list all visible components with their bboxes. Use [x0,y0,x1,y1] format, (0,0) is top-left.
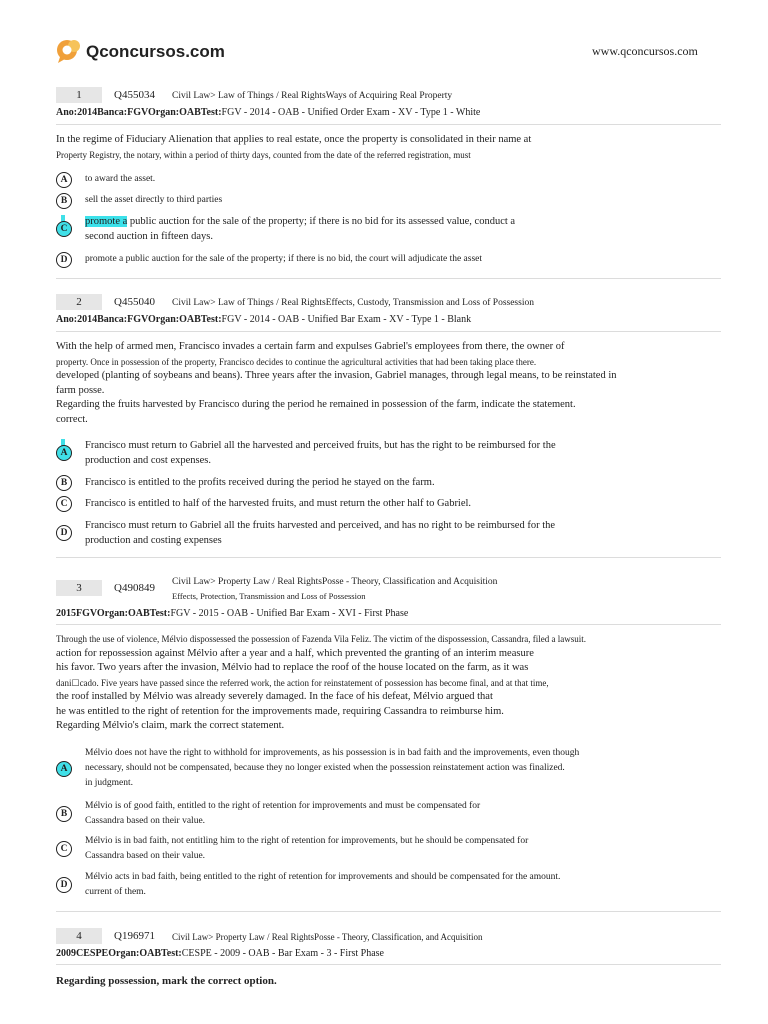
divider [56,557,721,558]
question-id[interactable]: Q490849 [114,582,155,594]
divider [56,278,721,279]
option-text: Mélvio is in bad faith, not entitling him to the right of retention for improvements, but he should be compensated for Cassandra based on their value. [85,836,529,861]
page-header [0,0,768,72]
question-meta: Ano:2014Banca:FGVOrgan:OABTest:FGV - 2014 - OAB - Unified Bar Exam - XV - Type 1 - Blank [56,314,472,325]
question-statement: Regarding possession, mark the correct option. [56,975,277,987]
option-a[interactable] [56,440,696,477]
option-letter-circle[interactable]: D [56,252,72,268]
option-text: to award the asset. [85,174,156,184]
question-id[interactable]: Q196971 [114,930,155,942]
question-meta: 2009CESPEOrgan:OABTest:CESPE - 2009 - OAB - Bar Exam - 3 - First Phase [56,948,384,959]
site-url[interactable]: www.qconcursos.com [592,44,698,58]
question-statement: Through the use of violence, Mélvio dispossessed the possession of Fazenda Vila Feliz. The victim of the dispossession, Cassandra, filed a lawsuit. action for repossession against Mélvio after a year and a half, which prevented the granting of an interim measure his favor. Two years after the invasion, Mélvio had to replace the roof of the house located on the farm, as it was dani☐cado. Five years have passed since the referred work, the action for reinstatement of possession has become final, and at that time, the roof installed by Mélvio was already severely damaged. In the face of his defeat, Mélvio argued that he was entitled to the right of retention for the improvements made, requiring Cassandra to reimburse him. Regarding Mélvio's claim, mark the correct statement. [56,634,587,731]
question-subject: Civil Law> Property Law / Real RightsPosse - Theory, Classification, and Acquisition [172,932,483,942]
question-meta: 2015FGVOrgan:OABTest:FGV - 2015 - OAB - Unified Bar Exam - XVI - First Phase [56,608,409,619]
question-header [56,294,721,330]
option-a[interactable] [56,748,696,803]
option-text: Mélvio does not have the right to withhold for improvements, as his possession is in bad faith and the improvements, even though necessary, should not be compensated, because they no longer existed when the possession reinstatement action was finalized. in judgment. [85,748,580,788]
option-c[interactable] [56,216,696,253]
option-letter-circle[interactable]: B [56,193,72,209]
option-d[interactable] [56,872,696,909]
option-letter-circle[interactable]: D [56,877,72,893]
option-letter-circle[interactable]: C [56,221,72,237]
option-letter-circle[interactable]: C [56,841,72,857]
question-header [56,575,721,621]
option-letter-circle[interactable]: A [56,761,72,777]
option-text: sell the asset directly to third parties [85,195,223,205]
option-letter-circle[interactable]: B [56,806,72,822]
option-d[interactable] [56,520,696,557]
brand-name[interactable]: Qconcursos.com [86,42,225,61]
speech-bubble-logo-icon [56,38,82,64]
question-id[interactable]: Q455034 [114,89,155,101]
question-statement: With the help of armed men, Francisco invades a certain farm and expulses Gabriel's employees from there, the owner of property. Once in possession of the property, Francisco decides to continue the agricultural activities that had been taking place there. developed (planting of soybeans and beans). Three years after the invasion, Gabriel manages, through legal means, to be reinstated in farm posse. Regarding the fruits harvested by Francisco during the period he remained in possession of the farm, indicate the statement. correct. [56,341,617,425]
option-letter-circle[interactable]: A [56,445,72,461]
question-subject: Civil Law> Law of Things / Real RightsWays of Acquiring Real Property [172,91,453,101]
question-meta: Ano:2014Banca:FGVOrgan:OABTest:FGV - 2014 - OAB - Unified Order Exam - XV - Type 1 - White [56,107,481,118]
divider [56,331,721,332]
option-text: Francisco is entitled to half of the harvested fruits, and must return the other half to Gabriel. [85,498,472,509]
question-subject: Civil Law> Property Law / Real RightsPosse - Theory, Classification and Acquisition Effects, Protection, Transmission and Loss of Possession [172,577,498,601]
question-subject: Civil Law> Law of Things / Real RightsEffects, Custody, Transmission and Loss of Possession [172,298,534,308]
option-letter-circle[interactable]: C [56,496,72,512]
question-id[interactable]: Q455040 [114,296,155,308]
option-text: Francisco must return to Gabriel all the harvested and perceived fruits, but has the right to be reimbursed for the production and cost expenses. [85,440,556,466]
divider [56,624,721,625]
question-number: 4 [56,928,102,944]
option-letter-circle[interactable]: D [56,525,72,541]
question-number: 1 [56,87,102,103]
option-letter-circle[interactable]: B [56,475,72,491]
option-text: promote a public auction for the sale of the property; if there is no bid for its assessed value, conduct a second auction in fifteen days. [85,216,516,242]
question-header [56,928,721,964]
option-text: Mélvio is of good faith, entitled to the right of retention for improvements and must be compensated for Cassandra based on their value. [85,801,481,826]
option-text: Francisco is entitled to the profits received during the period he stayed on the farm. [85,477,435,488]
option-text: Francisco must return to Gabriel all the fruits harvested and perceived, and has no right to be reimbursed for the production and costing expenses [85,520,556,546]
divider [56,124,721,125]
divider [56,964,721,965]
question-statement: In the regime of Fiduciary Alienation that applies to real estate, once the property is consolidated in their name at Property Registry, the notary, within a period of thirty days, counted from the date of the referred registration, must [56,134,532,160]
option-c[interactable] [56,836,696,873]
option-text: promote a public auction for the sale of the property; if there is no bid, the court will adjudicate the asset [85,254,483,264]
highlighted-text: promote a [85,216,128,227]
divider [56,911,721,912]
option-text: Mélvio acts in bad faith, being entitled to the right of retention for improvements and should be compensated for the amount. current of them. [85,872,561,897]
option-d[interactable] [56,252,696,284]
option-letter-circle[interactable]: A [56,172,72,188]
question-number: 3 [56,580,102,596]
question-header [56,87,721,123]
question-number: 2 [56,294,102,310]
